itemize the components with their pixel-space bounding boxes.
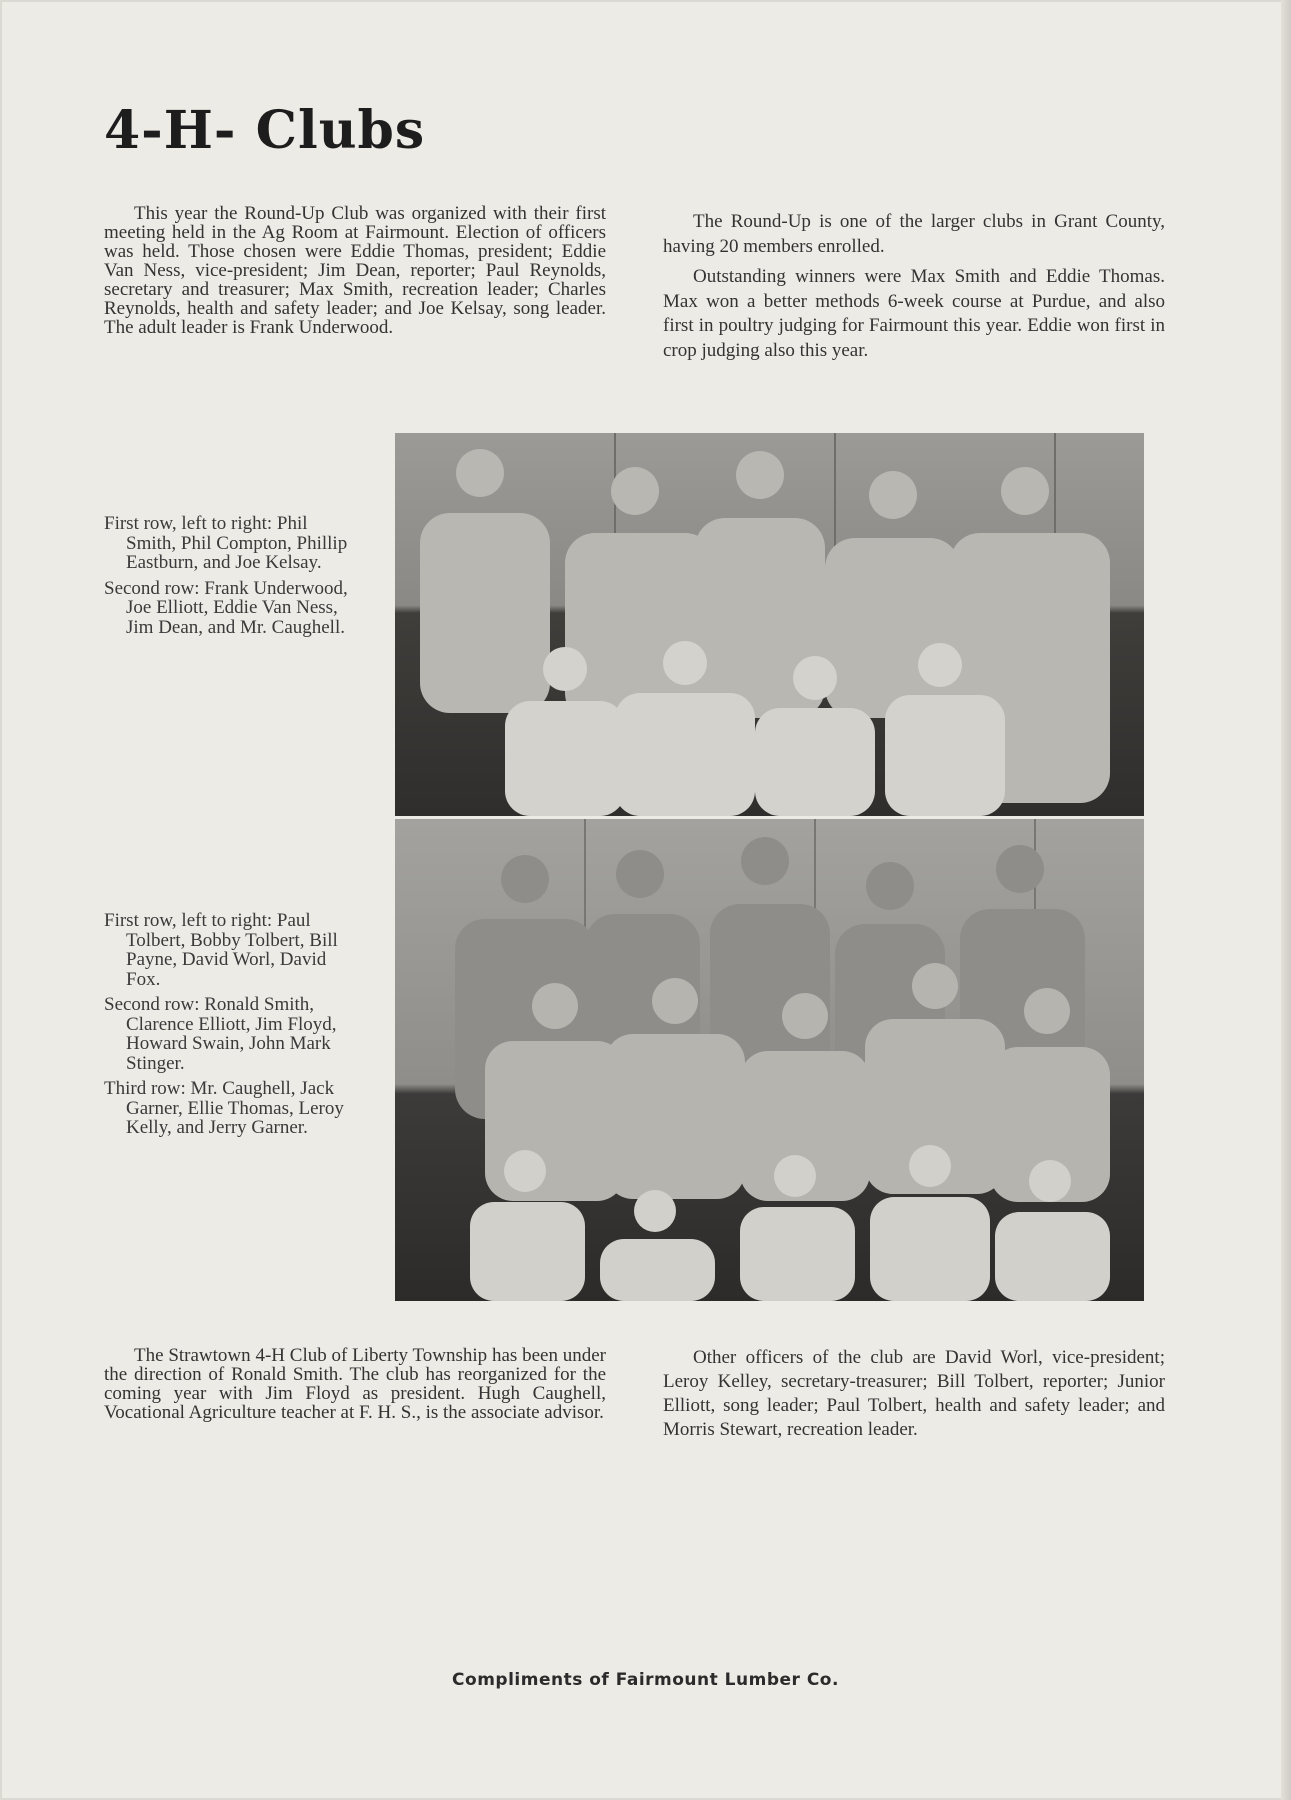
sponsor-footer: Compliments of Fairmount Lumber Co. — [452, 1670, 839, 1690]
page-edge — [1281, 0, 1291, 1800]
photo2-caption-row3: Third row: Mr. Caughell, Jack Garner, Ellie Thomas, Leroy Kelly, and Jerry Garner. — [104, 1078, 344, 1138]
strawtown-club-photo — [395, 819, 1144, 1301]
roundup-intro-column — [104, 204, 606, 343]
photo2-caption-row2: Second row: Ronald Smith, Clarence Elliott, Jim Floyd, Howard Swain, John Mark Stinger. — [104, 994, 337, 1074]
roundup-club-photo-image — [395, 433, 1144, 816]
photo1-caption — [104, 514, 358, 643]
roundup-winners-paragraph: Outstanding winners were Max Smith and Eddie Thomas. Max won a better methods 6-week course at Purdue, and also first in poultry judging for Fairmount this year. Eddie won first in crop judging also this year. — [663, 266, 1165, 361]
roundup-intro-paragraph: This year the Round-Up Club was organized with their first meeting held in the Ag Room at Fairmount. Election of officers was held. Those chosen were Eddie Thomas, president; Eddie Van Ness, vice-president; Jim Dean, reporter; Paul Reynolds, secretary and treasurer; Max Smith, recreation leader; Charles Reynolds, health and safety leader; and Joe Kelsay, song leader. The adult leader is Frank Underwood. — [104, 203, 606, 338]
roundup-members-paragraph: The Round-Up is one of the larger clubs in Grant County, having 20 members enrolled. — [663, 211, 1165, 257]
roundup-details-column — [663, 210, 1165, 369]
photo2-caption — [104, 911, 358, 1144]
photo1-caption-row2: Second row: Frank Underwood, Joe Elliott, Eddie Van Ness, Jim Dean, and Mr. Caughell. — [104, 577, 348, 638]
page-title: 4-H- Clubs — [104, 100, 426, 161]
photo2-caption-row1: First row, left to right: Paul Tolbert, Bobby Tolbert, Bill Payne, David Worl, David Fox. — [104, 910, 338, 990]
roundup-club-photo — [395, 433, 1144, 816]
strawtown-club-photo-image — [395, 819, 1144, 1301]
photo1-caption-row1: First row, left to right: Phil Smith, Phil Compton, Phillip Eastburn, and Joe Kelsay. — [104, 513, 348, 573]
strawtown-officers-column — [663, 1346, 1165, 1448]
strawtown-intro-paragraph: The Strawtown 4-H Club of Liberty Township has been under the direction of Ronald Smith. The club has reorganized for the coming year with Jim Floyd as president. Hugh Caughell, Vocational Agriculture teacher at F. H. S., is the associate advisor. — [104, 1345, 606, 1423]
strawtown-intro-column — [104, 1346, 606, 1428]
strawtown-officers-paragraph: Other officers of the club are David Worl, vice-president; Leroy Kelley, secretary-treasurer; Bill Tolbert, reporter; Junior Elliott, song leader; Paul Tolbert, health and safety leader; and Morris Stewart, recreation leader. — [663, 1347, 1165, 1440]
